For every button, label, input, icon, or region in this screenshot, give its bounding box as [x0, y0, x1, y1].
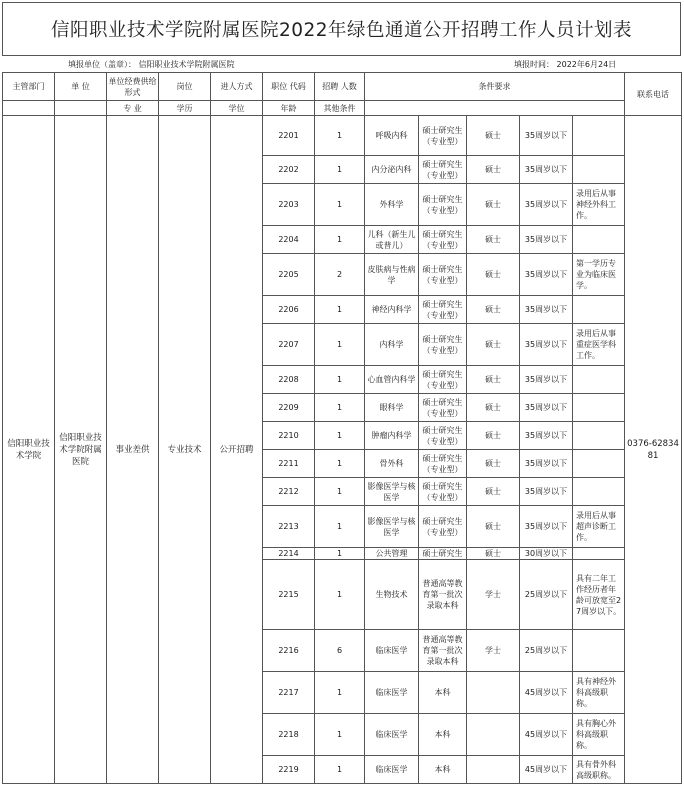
cell-education: 硕士研究生 [419, 548, 467, 560]
cell-education: 普通高等教育第一批次录取本科 [419, 560, 467, 630]
cell-other [573, 116, 625, 156]
cell-major: 临床医学 [365, 714, 419, 756]
cell-count: 1 [315, 548, 365, 560]
cell-degree [467, 714, 520, 756]
cell-other [573, 548, 625, 560]
cell-degree: 硕士 [467, 324, 520, 366]
cell-count: 1 [315, 296, 365, 324]
header-method: 进人方式 [211, 73, 263, 101]
cell-major: 呼吸内科 [365, 116, 419, 156]
cell-other: 具有神经外科高级职称。 [573, 672, 625, 714]
cell-age: 30周岁以下 [520, 548, 573, 560]
cell-code: 2219 [263, 756, 315, 784]
cell-age: 35周岁以下 [520, 184, 573, 226]
cell-major: 儿科（新生儿或普儿） [365, 226, 419, 254]
cell-education: 硕士研究生（专业型） [419, 478, 467, 506]
cell-count: 1 [315, 756, 365, 784]
cell-count: 1 [315, 226, 365, 254]
title-box [2, 2, 681, 56]
cell-code: 2210 [263, 422, 315, 450]
cell-count: 1 [315, 714, 365, 756]
cell-degree: 硕士 [467, 478, 520, 506]
header-unit: 单 位 [55, 73, 107, 101]
cell-education: 硕士研究生（专业型） [419, 156, 467, 184]
cell-age: 35周岁以下 [520, 422, 573, 450]
cell-degree: 硕士 [467, 422, 520, 450]
cell-major: 心血管内科学 [365, 366, 419, 394]
cell-education: 硕士研究生（专业型） [419, 506, 467, 548]
cell-post: 专业技术 [159, 116, 211, 784]
cell-education: 本科 [419, 672, 467, 714]
cell-degree: 硕士 [467, 366, 520, 394]
cell-count: 1 [315, 450, 365, 478]
cell-major: 骨外科 [365, 450, 419, 478]
fill-time: 填报时间： 2022年6月24日 [514, 60, 617, 69]
table-body [3, 116, 682, 784]
cell-code: 2218 [263, 714, 315, 756]
cell-age: 45周岁以下 [520, 756, 573, 784]
cell-education: 硕士研究生（专业型） [419, 366, 467, 394]
cell-age: 35周岁以下 [520, 254, 573, 296]
cell-major: 皮肤病与性病学 [365, 254, 419, 296]
cell-age: 35周岁以下 [520, 324, 573, 366]
header-count: 招聘 人数 [315, 73, 365, 101]
cell-code: 2214 [263, 548, 315, 560]
cell-other [573, 296, 625, 324]
cell-count: 1 [315, 184, 365, 226]
cell-dept: 信阳职业技术学院 [3, 116, 55, 784]
blank-code-sub [3, 101, 55, 116]
cell-code: 2207 [263, 324, 315, 366]
cell-code: 2204 [263, 226, 315, 254]
cell-count: 1 [315, 422, 365, 450]
cell-education: 硕士研究生（专业型） [419, 422, 467, 450]
table-row [3, 116, 682, 156]
cell-code: 2203 [263, 184, 315, 226]
cell-code: 2201 [263, 116, 315, 156]
cell-degree: 学士 [467, 630, 520, 672]
cell-count: 1 [315, 672, 365, 714]
cell-code: 2215 [263, 560, 315, 630]
cell-major: 临床医学 [365, 630, 419, 672]
cell-major: 影像医学与核医学 [365, 506, 419, 548]
header-funding: 单位经费供给形式 [107, 73, 159, 101]
cell-education: 硕士研究生（专业型） [419, 184, 467, 226]
cell-major: 内分泌内科 [365, 156, 419, 184]
cell-code: 2217 [263, 672, 315, 714]
cell-count: 1 [315, 478, 365, 506]
cell-major: 临床医学 [365, 756, 419, 784]
cell-degree: 硕士 [467, 254, 520, 296]
cell-count: 1 [315, 560, 365, 630]
cell-other [573, 156, 625, 184]
cell-code: 2216 [263, 630, 315, 672]
cell-age: 35周岁以下 [520, 478, 573, 506]
cell-education: 硕士研究生（专业型） [419, 450, 467, 478]
cell-age: 45周岁以下 [520, 714, 573, 756]
cell-age: 25周岁以下 [520, 560, 573, 630]
header-education: 学历 [159, 101, 211, 116]
cell-other [573, 630, 625, 672]
header-phone: 联系电话 [625, 73, 682, 116]
cell-code: 2206 [263, 296, 315, 324]
fill-unit: 填报单位（盖章）： 信阳职业技术学院附属医院 [68, 60, 235, 69]
header-major: 专 业 [107, 101, 159, 116]
cell-education: 本科 [419, 714, 467, 756]
cell-count: 1 [315, 156, 365, 184]
cell-other: 第一学历专业为临床医学。 [573, 254, 625, 296]
cell-code: 2211 [263, 450, 315, 478]
cell-age: 35周岁以下 [520, 296, 573, 324]
page-title: 信阳职业技术学院附属医院2022年绿色通道公开招聘工作人员计划表 [50, 20, 633, 41]
cell-code: 2205 [263, 254, 315, 296]
cell-degree: 硕士 [467, 156, 520, 184]
header-degree: 学位 [211, 101, 263, 116]
cell-major: 外科学 [365, 184, 419, 226]
header-post: 岗位 [159, 73, 211, 101]
cell-education: 硕士研究生（专业型） [419, 296, 467, 324]
cell-other [573, 422, 625, 450]
cell-degree: 硕士 [467, 184, 520, 226]
cell-other: 具有二年工作经历者年龄可放宽至27周岁以下。 [573, 560, 625, 630]
cell-major: 眼科学 [365, 394, 419, 422]
cell-method: 公开招聘 [211, 116, 263, 784]
cell-degree: 硕士 [467, 226, 520, 254]
cell-major: 内科学 [365, 324, 419, 366]
cell-code: 2208 [263, 366, 315, 394]
header-code: 职位 代码 [263, 73, 315, 101]
cell-code: 2209 [263, 394, 315, 422]
cell-major: 公共管理 [365, 548, 419, 560]
cell-age: 35周岁以下 [520, 394, 573, 422]
blank-count-sub [55, 101, 107, 116]
cell-other: 录用后从事重症医学科工作。 [573, 324, 625, 366]
cell-degree: 硕士 [467, 450, 520, 478]
subheader-row [3, 101, 682, 116]
cell-education: 硕士研究生（专业型） [419, 394, 467, 422]
cell-other [573, 450, 625, 478]
cell-code: 2202 [263, 156, 315, 184]
cell-count: 2 [315, 254, 365, 296]
cell-degree: 硕士 [467, 394, 520, 422]
cell-age: 35周岁以下 [520, 450, 573, 478]
cell-age: 35周岁以下 [520, 156, 573, 184]
cell-degree: 硕士 [467, 506, 520, 548]
header-dept: 主管部门 [3, 73, 55, 101]
cell-phone: 0376-6283481 [625, 116, 682, 784]
cell-degree [467, 756, 520, 784]
cell-education: 硕士研究生（专业型） [419, 116, 467, 156]
cell-funding: 事业差供 [107, 116, 159, 784]
cell-education: 本科 [419, 756, 467, 784]
cell-age: 45周岁以下 [520, 672, 573, 714]
cell-count: 1 [315, 366, 365, 394]
cell-other [573, 366, 625, 394]
cell-count: 1 [315, 116, 365, 156]
cell-degree: 硕士 [467, 116, 520, 156]
cell-degree [467, 672, 520, 714]
cell-other [573, 226, 625, 254]
cell-code: 2212 [263, 478, 315, 506]
cell-unit: 信阳职业技术学院附属医院 [55, 116, 107, 784]
cell-other: 具有胸心外科高级职称。 [573, 714, 625, 756]
cell-age: 35周岁以下 [520, 226, 573, 254]
cell-other: 录用后从事超声诊断工作。 [573, 506, 625, 548]
document-page [2, 2, 681, 788]
recruitment-plan-table [2, 72, 682, 784]
cell-count: 1 [315, 394, 365, 422]
header-conditions: 条件要求 [365, 73, 625, 101]
cell-degree: 硕士 [467, 548, 520, 560]
cell-degree: 硕士 [467, 296, 520, 324]
cell-age: 35周岁以下 [520, 366, 573, 394]
cell-major: 神经内科学 [365, 296, 419, 324]
header-age: 年龄 [263, 101, 315, 116]
cell-major: 临床医学 [365, 672, 419, 714]
cell-age: 35周岁以下 [520, 506, 573, 548]
cell-other [573, 394, 625, 422]
cell-other: 具有骨外科高级职称。 [573, 756, 625, 784]
cell-age: 35周岁以下 [520, 116, 573, 156]
cell-education: 普通高等教育第一批次录取本科 [419, 630, 467, 672]
cell-code: 2213 [263, 506, 315, 548]
cell-major: 影像医学与核医学 [365, 478, 419, 506]
cell-other: 录用后从事神经外科工作。 [573, 184, 625, 226]
cell-other [573, 478, 625, 506]
cell-count: 1 [315, 506, 365, 548]
cell-major: 肿瘤内科学 [365, 422, 419, 450]
cell-education: 硕士研究生（专业型） [419, 254, 467, 296]
header-row [3, 73, 682, 101]
cell-education: 硕士研究生（专业型） [419, 324, 467, 366]
cell-degree: 学士 [467, 560, 520, 630]
cell-age: 25周岁以下 [520, 630, 573, 672]
cell-major: 生物技术 [365, 560, 419, 630]
cell-count: 6 [315, 630, 365, 672]
cell-education: 硕士研究生（专业型） [419, 226, 467, 254]
cell-count: 1 [315, 324, 365, 366]
header-other: 其他条件 [315, 101, 365, 116]
